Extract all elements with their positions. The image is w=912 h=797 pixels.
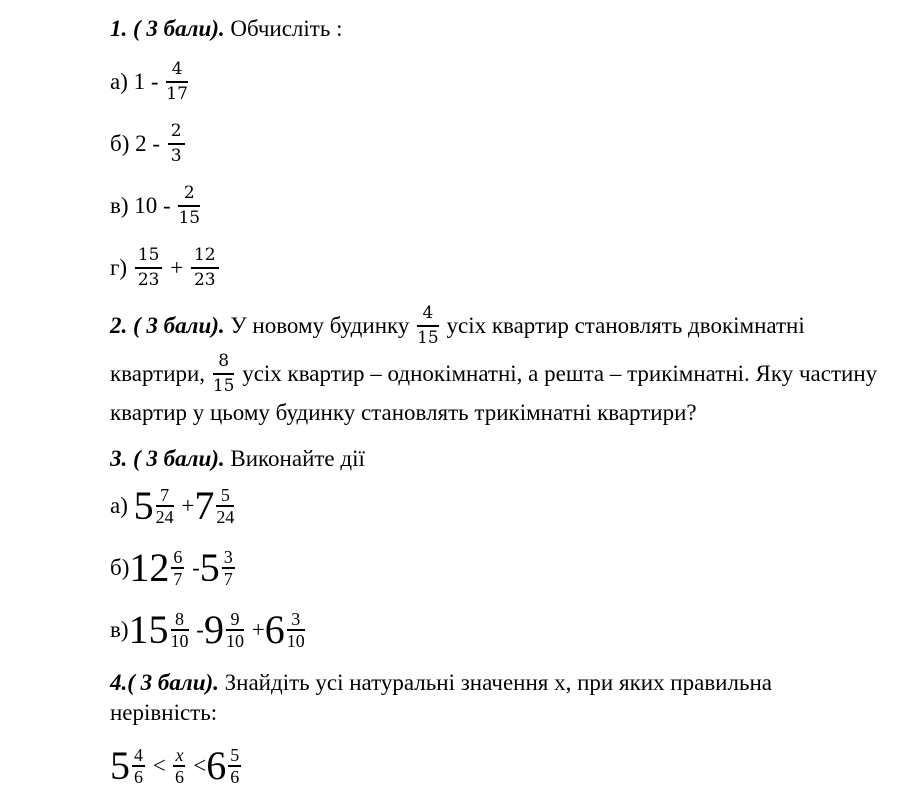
- problem-4-line-1: [110, 668, 910, 698]
- problem-2-text: У новому будинку: [230, 313, 416, 338]
- denominator: 23: [137, 270, 160, 290]
- expression-text: 1 -: [133, 69, 165, 94]
- denominator: 6: [134, 767, 143, 787]
- whole-number: 5: [133, 483, 154, 528]
- fraction: [166, 60, 188, 104]
- operator-plus: +: [245, 617, 265, 642]
- numerator-x: x: [175, 745, 184, 765]
- fraction: [135, 246, 163, 290]
- fraction: [173, 746, 185, 786]
- numerator: 8: [213, 352, 235, 375]
- item-label: а): [110, 493, 134, 518]
- fraction: [178, 184, 200, 228]
- fraction: [171, 548, 184, 588]
- denominator: 24: [155, 507, 174, 527]
- fraction: [417, 304, 439, 348]
- fraction: [213, 352, 235, 396]
- problem-4-line-2: [110, 698, 910, 728]
- numerator: 6: [173, 547, 183, 567]
- whole-number: 5: [199, 545, 220, 590]
- item-label: б): [110, 555, 130, 580]
- denominator: 15: [178, 208, 201, 228]
- problem-1-item-a: [110, 58, 910, 106]
- denominator: 6: [230, 767, 240, 787]
- denominator: 24: [216, 507, 235, 527]
- numerator: 3: [287, 610, 305, 631]
- problem-3-item-b: [110, 544, 910, 592]
- item-label: б): [110, 131, 136, 156]
- fraction: [287, 610, 305, 650]
- problem-2-line-1: [110, 302, 910, 350]
- denominator: 23: [193, 270, 216, 290]
- item-label: а): [110, 69, 134, 94]
- item-label: г): [110, 255, 133, 280]
- denominator: 3: [170, 146, 182, 166]
- denominator: 15: [417, 328, 439, 348]
- problem-3-item-a: [110, 482, 910, 530]
- fraction: [171, 610, 189, 650]
- denominator: 15: [212, 376, 235, 396]
- problem-3-item-c: [110, 606, 910, 654]
- denominator: 10: [225, 631, 244, 651]
- denominator: 10: [170, 631, 189, 651]
- problem-1-title: Обчисліть :: [230, 16, 343, 41]
- whole-number: 5: [110, 743, 130, 788]
- numerator: 5: [216, 486, 234, 507]
- whole-number: 12: [129, 545, 170, 590]
- denominator: 6: [174, 767, 184, 787]
- problem-2-number: 2. ( 3 бали).: [110, 313, 231, 338]
- numerator: 5: [230, 745, 240, 765]
- denominator: 17: [166, 84, 188, 104]
- numerator: 4: [166, 60, 188, 83]
- problem-1-item-c: [110, 182, 910, 230]
- problem-2-text: усіх квартир становлять двокімнатні: [440, 313, 805, 338]
- fraction: [132, 746, 145, 786]
- fraction: [228, 746, 241, 786]
- problem-2-line-2: [110, 350, 910, 398]
- fraction: [216, 486, 234, 526]
- denominator: 10: [286, 631, 305, 651]
- problem-2-line-3: [110, 398, 910, 428]
- numerator: 4: [134, 745, 143, 765]
- denominator: 7: [173, 569, 183, 589]
- operator-plus: +: [175, 493, 195, 518]
- problem-4-text: Знайдіть усі натуральні значення х, при яких правильна: [224, 670, 772, 695]
- operator-minus: -: [186, 555, 200, 580]
- fraction: [168, 122, 185, 166]
- item-label: в): [110, 193, 135, 218]
- operator-less-than: <: [147, 753, 172, 778]
- numerator: 8: [171, 610, 189, 631]
- problem-3-title: Виконайте дії: [230, 446, 365, 471]
- fraction: [191, 246, 219, 290]
- problem-1-item-d: [110, 244, 910, 292]
- fraction: [156, 486, 174, 526]
- whole-number: 6: [206, 743, 227, 788]
- denominator: 7: [223, 569, 233, 589]
- problem-1-number: 1. ( 3 бали).: [110, 16, 231, 41]
- operator-plus: +: [164, 255, 189, 280]
- whole-number: 6: [264, 607, 285, 652]
- item-label: в): [110, 617, 129, 642]
- problem-2-text: усіх квартир – однокімнатні, а решта – трикімнатні. Яку частину: [236, 361, 878, 386]
- numerator: 12: [191, 246, 219, 269]
- numerator: 9: [226, 610, 244, 631]
- operator-minus: -: [190, 617, 204, 642]
- expression-text: 10 -: [134, 193, 177, 218]
- problem-4-number: 4.( 3 бали).: [110, 670, 225, 695]
- problem-4-text: нерівність:: [110, 700, 218, 725]
- fraction: [222, 548, 235, 588]
- numerator: 4: [417, 304, 439, 327]
- problem-4-inequality: [110, 742, 910, 790]
- whole-number: 9: [203, 607, 224, 652]
- whole-number: 7: [194, 483, 215, 528]
- problem-1-item-b: [110, 120, 910, 168]
- problem-3-heading: [110, 444, 910, 474]
- operator-less-than: <: [187, 753, 207, 778]
- numerator: 2: [178, 184, 200, 207]
- problem-2-text: квартир у цьому будинку становлять трикімнатні квартири?: [110, 400, 697, 425]
- whole-number: 15: [128, 607, 169, 652]
- expression-text: 2 -: [135, 131, 166, 156]
- numerator: 3: [223, 547, 233, 567]
- problem-2-text: квартири,: [110, 361, 211, 386]
- numerator: 15: [135, 246, 163, 269]
- problem-1-heading: [110, 14, 910, 44]
- numerator: 7: [156, 486, 174, 507]
- problem-3-number: 3. ( 3 бали).: [110, 446, 231, 471]
- fraction: [226, 610, 244, 650]
- numerator: 2: [168, 122, 185, 145]
